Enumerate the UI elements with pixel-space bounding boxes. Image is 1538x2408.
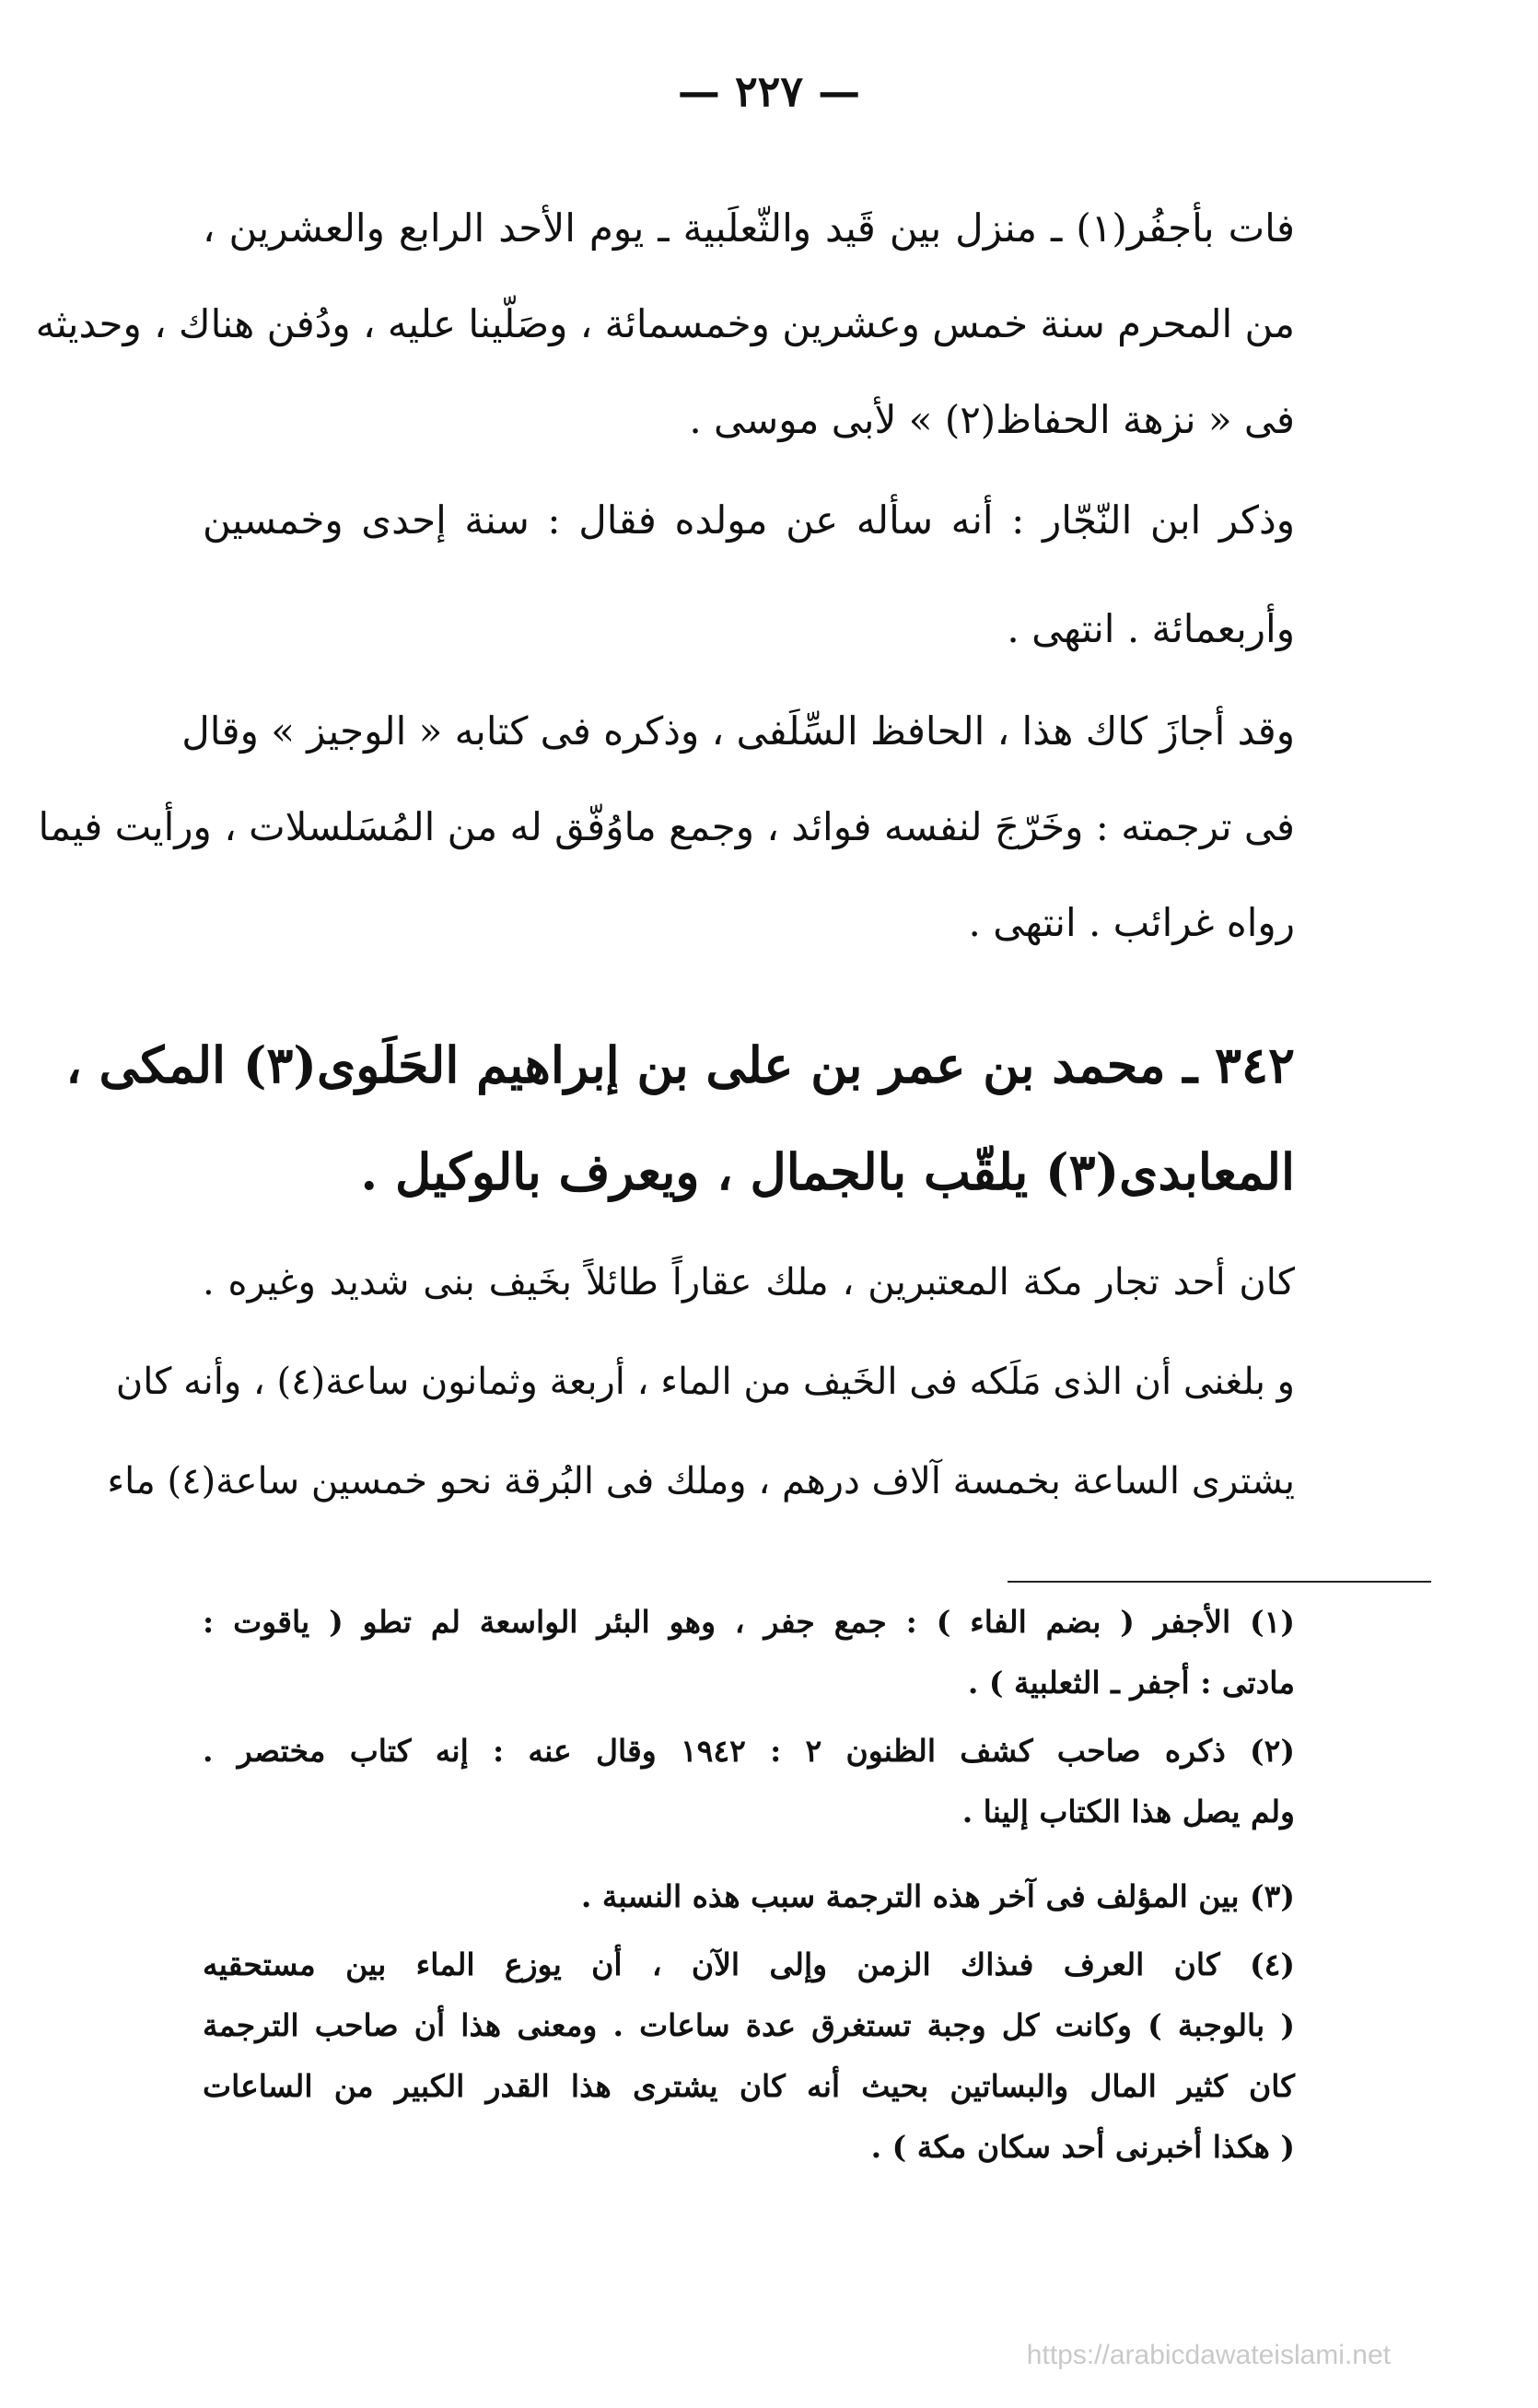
footnote-2 xyxy=(203,1721,1295,1842)
footnote-4 xyxy=(203,1935,1295,2178)
text-line: وأربعمائة . انتهى . xyxy=(1007,606,1295,651)
footnotes xyxy=(203,1592,1295,2185)
text-line: فات بأجفُر(١) ـ منزل بين قَيد والثّعلَبية ـ يوم الأحد الرابع والعشرين ، xyxy=(203,205,1295,251)
text-line: و بلغنى أن الذى مَلَكه فى الخَيف من الماء ، أربعة وثمانون ساعة(٤) ، وأنه كان xyxy=(115,1361,1295,1403)
footnote-3 xyxy=(203,1866,1295,1927)
text-line: فى ترجمته : وخَرّجَ لنفسه فوائد ، وجمع ماوُفّق له من المُسَلسلات ، ورأيت فيما xyxy=(38,804,1295,849)
text-line: يشترى الساعة بخمسة آلاف درهم ، وملك فى البُرقة نحو خمسين ساعة(٤) ماء xyxy=(107,1460,1295,1502)
entry-heading-line: المعابدى(٣) يلقّب بالجمال ، ويعرف بالوكيل . xyxy=(360,1142,1295,1201)
paragraph-entry-body xyxy=(107,1233,1296,1531)
footnote-spacer xyxy=(203,1850,1295,1866)
footnote-line: ( بالوجبة ) وكانت كل وجبة تستغرق عدة ساعات . ومعنى هذا أن صاحب الترجمة xyxy=(203,2007,1295,2043)
text-line: وقد أجازَ كاك هذا ، الحافظ السِّلَفى ، وذكره فى كتابه « الوجيز » وقال xyxy=(181,708,1295,754)
entry-heading-line: ٣٤٢ ـ محمد بن عمر بن على بن إبراهيم الحَلَوى(٣) المكى ، xyxy=(65,1035,1295,1094)
footnote-line: مادتى : أجفر ـ الثعلبية ) . xyxy=(967,1665,1295,1701)
entry-heading xyxy=(65,1011,1295,1225)
source-watermark: https://arabicdawateislami.net xyxy=(1026,2340,1391,2370)
paragraph-death-notice xyxy=(35,181,1295,468)
footnote-line: (٤) كان العرف فىذاك الزمن وإلى الآن ، أن يوزع الماء بين مستحقيه xyxy=(203,1946,1295,1982)
footnote-line: (٣) بين المؤلف فى آخر هذه الترجمة سبب هذه النسبة . xyxy=(580,1878,1295,1914)
text-line: وذكر ابن النّجّار : أنه سأله عن مولده فقال : سنة إحدى وخمسين xyxy=(203,497,1295,543)
text-line: رواه غرائب . انتهى . xyxy=(968,900,1295,945)
footnote-divider xyxy=(1008,1581,1431,1583)
text-line: فى « نزهة الحفاظ(٢) » لأبى موسى . xyxy=(689,397,1295,442)
paragraph-silafi xyxy=(38,684,1295,971)
footnote-line: (١) الأجفر ( بضم الفاء ) : جمع جفر ، وهو البئر الواسعة لم تطو ( ياقوت : xyxy=(203,1604,1295,1640)
footnote-line: ( هكذا أخبرنى أحد سكان مكة ) . xyxy=(870,2129,1295,2165)
text-line: كان أحد تجار مكة المعتبرين ، ملك عقاراً طائلاً بخَيف بنى شديد وغيره . xyxy=(203,1261,1296,1303)
footnote-line: ولم يصل هذا الكتاب إلينا . xyxy=(961,1794,1295,1829)
paragraph-ibn-najjar xyxy=(203,466,1295,684)
page-number: — ٢٢٧ — xyxy=(677,66,861,116)
footnote-1 xyxy=(203,1592,1295,1713)
text-line: من المحرم سنة خمس وعشرين وخمسمائة ، وصَلّينا عليه ، ودُفن هناك ، وحديثه xyxy=(35,301,1295,346)
footnote-line: (٢) ذكره صاحب كشف الظنون ٢ : ١٩٤٢ وقال عنه : إنه كتاب مختصر . xyxy=(203,1733,1295,1769)
footnote-line: كان كثير المال والبساتين بحيث أنه كان يشترى هذا القدر الكبير من الساعات xyxy=(203,2068,1295,2104)
